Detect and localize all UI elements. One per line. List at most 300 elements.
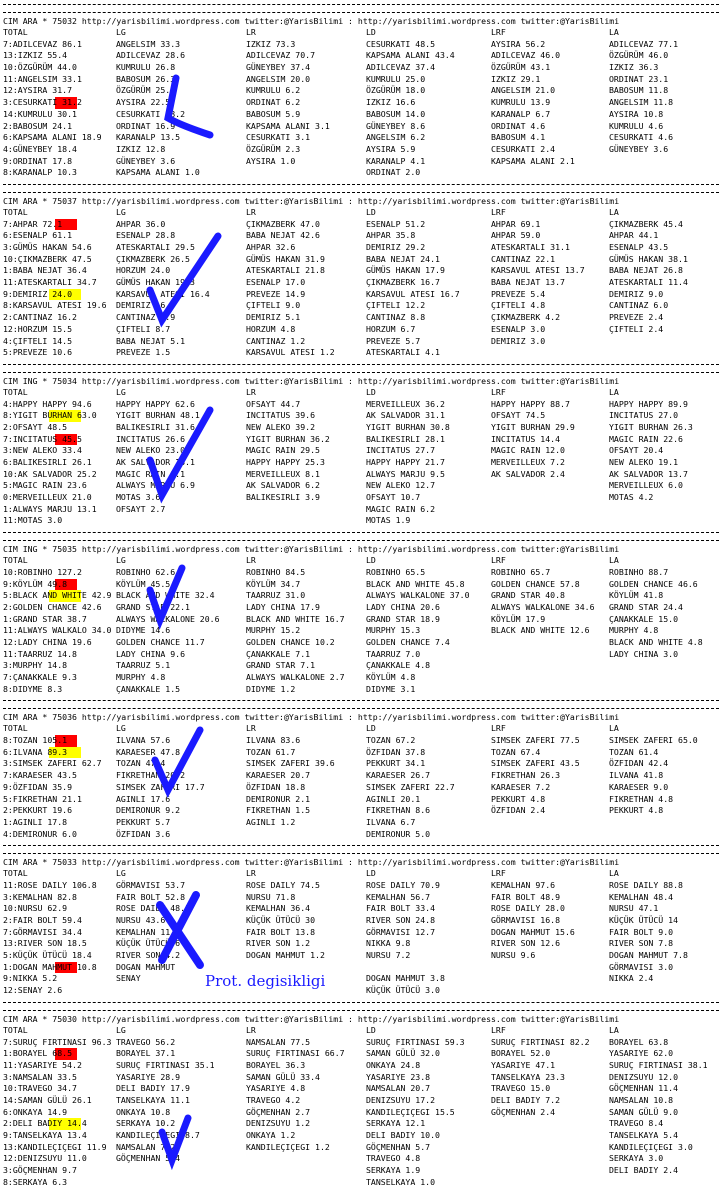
table-cell: 9:DEMIRIZ 24.0: [3, 289, 116, 301]
table-cell: KUMRULU 25.0: [366, 73, 426, 84]
table-cell: IZKIZ 12.8: [116, 143, 166, 154]
table-cell: ANGELSIM 11.8: [609, 97, 674, 108]
table-cell: 7:ÇANAKKALE 9.3: [3, 672, 77, 682]
table-cell: KEMALHAN 56.7: [366, 891, 431, 902]
table-cell: MERVEILLEUX 7.2: [491, 457, 565, 467]
table-row: [3, 1142, 719, 1154]
table-cell: IZKIZ 16.6: [366, 97, 416, 108]
table-cell: 5:PREVEZE 10.6: [3, 347, 73, 358]
table-row: [3, 265, 719, 277]
table-cell: [491, 1153, 609, 1165]
table-cell: 11:YASARIYE 54.2: [3, 1059, 82, 1070]
column-header: LD: [366, 1024, 376, 1035]
table-cell: [246, 1165, 366, 1177]
table-row: [3, 1118, 719, 1130]
table-cell: [609, 515, 717, 527]
table-cell: BABA NEJAT 5.1: [116, 335, 186, 346]
table-cell: ÖZGÜRÜM 18.0: [366, 85, 426, 96]
table-cell: YIGIT BURHAN 30.8: [366, 421, 450, 432]
table-row: [3, 903, 719, 915]
table-row: [3, 242, 719, 254]
table-cell: 7:KARAESER 43.5: [3, 770, 77, 781]
table-cell: 4:DEMIRONUR 6.0: [3, 828, 77, 839]
table-cell: GÖÇMENHAN 2.7: [246, 1106, 311, 1117]
table-cell: TOZAN 61.7: [246, 746, 296, 757]
table-row: [3, 770, 719, 782]
table-cell: DOGAN MAHMUT 15.6: [491, 926, 575, 937]
table-row: [3, 167, 719, 179]
table-cell: DEMIRONUR 2.1: [246, 793, 311, 804]
table-cell: ALWAYS WALKALONE 20.6: [116, 613, 220, 624]
table-cell: GÜMÜS HAKAN 31.9: [246, 253, 325, 264]
table-row: [3, 1107, 719, 1119]
table-cell: ÖZFIDAN 18.8: [246, 781, 306, 792]
table-cell: ESENALP 28.8: [116, 230, 176, 241]
table-row: [3, 660, 719, 672]
table-cell: GRAND STAR 22.1: [116, 601, 190, 612]
table-cell: DELI BADIY 7.2: [491, 1094, 561, 1105]
table-cell: FAIR BOLT 13.8: [246, 926, 316, 937]
table-cell: NAMSALAN 7.2: [116, 1141, 176, 1152]
table-row: [3, 74, 719, 86]
table-cell: FIKRETHAN 4.8: [609, 793, 674, 804]
table-cell: [609, 684, 717, 696]
table-cell: BABOSUM 5.9: [246, 108, 301, 119]
table-cell: ROSE DAILY 70.9: [366, 879, 440, 890]
table-cell: SAMAN GÜLÜ 32.0: [366, 1048, 440, 1059]
table-row: [3, 794, 719, 806]
column-header: LRF: [491, 868, 506, 879]
separator-line: [3, 1002, 719, 1011]
table-row: [3, 782, 719, 794]
table-cell: ÇIFTELI 8.7: [116, 323, 171, 334]
table-cell: 3:MURPHY 14.8: [3, 660, 68, 671]
table-cell: TAARRUZ 5.1: [116, 660, 171, 671]
column-header: LRF: [491, 386, 506, 397]
table-row: [3, 950, 719, 962]
table-cell: [491, 504, 609, 516]
table-cell: AYSIRA 5.9: [366, 143, 416, 154]
column-header: LD: [366, 206, 376, 217]
table-cell: [491, 515, 609, 527]
table-cell: YASARIYE 4.8: [246, 1083, 306, 1094]
table-cell: KARANALP 6.7: [491, 108, 551, 119]
table-row: [3, 1177, 719, 1189]
table-cell: ORDINAT 16.9: [116, 120, 176, 131]
result-sheet: [3, 4, 719, 1193]
table-cell: CESURKATI 3.1: [246, 132, 311, 143]
table-cell: AHPAR 44.1: [609, 230, 659, 241]
column-header: LRF: [491, 27, 506, 37]
table-cell: TANSELKAYA 11.1: [116, 1094, 190, 1105]
table-row: [3, 1048, 719, 1060]
table-cell: 6:ESENALP 61.1: [3, 230, 73, 241]
table-row: [3, 515, 719, 527]
table-cell: IZKIZ 73.3: [246, 38, 296, 49]
table-cell: ALWAYS WALKALONE 37.0: [366, 590, 470, 601]
column-header: LRF: [491, 555, 506, 566]
table-cell: AK SALVADOR 31.1: [366, 410, 445, 421]
table-cell: 3:NAMSALAN 33.5: [3, 1071, 77, 1082]
table-cell: 6:ONKAYA 14.9: [3, 1106, 68, 1117]
table-row: [3, 144, 719, 156]
table-row: [3, 132, 719, 144]
table-cell: HAPPY HAPPY 88.7: [491, 398, 570, 409]
table-cell: SIMSEK ZAFERI 43.5: [491, 758, 580, 769]
table-cell: 3:NEW ALEKO 33.4: [3, 445, 82, 456]
table-cell: KÖYLÜM 34.7: [246, 578, 301, 589]
table-cell: [491, 962, 609, 974]
table-cell: MERVEILLEUX 6.0: [609, 480, 683, 491]
table-cell: KEMALHAN 11.3: [116, 926, 181, 937]
table-row: [3, 480, 719, 492]
column-header: LG: [116, 555, 126, 566]
table-row: [3, 1060, 719, 1072]
table-row: [3, 289, 719, 301]
table-row: [3, 504, 719, 516]
table-cell: SURUÇ FIRTINASI 82.2: [491, 1036, 590, 1047]
table-cell: ROSE DAILY 88.8: [609, 879, 683, 890]
table-cell: [491, 985, 609, 997]
table-cell: CANTINAZ 8.8: [366, 312, 426, 323]
column-header: LR: [246, 868, 256, 879]
table-cell: BABA NEJAT 13.7: [491, 277, 565, 288]
table-cell: ESENALP 3.0: [491, 323, 546, 334]
table-row: [3, 85, 719, 97]
table-cell: 12:LADY CHINA 19.6: [3, 636, 92, 647]
table-cell: BLACK AND WHITE 32.4: [116, 590, 215, 601]
table-cell: 1:ALWAYS MARJU 13.1: [3, 503, 97, 514]
column-header: LRF: [491, 723, 506, 734]
table-cell: 8:TOZAN 105.1: [3, 735, 116, 747]
table-cell: HORZUM 24.0: [116, 265, 171, 276]
table-cell: DOGAN MAHMUT 7.8: [609, 950, 688, 961]
table-cell: [246, 504, 366, 516]
race-block: [3, 4, 719, 179]
table-cell: NAMSALAN 77.5: [246, 1036, 311, 1047]
table-cell: DOGAN MAHMUT: [116, 961, 176, 972]
table-cell: TRAVEGO 8.4: [609, 1118, 664, 1129]
table-row: [3, 805, 719, 817]
table-cell: 11:ROSE DAILY 106.8: [3, 879, 97, 890]
table-cell: [246, 167, 366, 179]
table-cell: KUMRULU 26.8: [116, 62, 176, 73]
table-cell: MURPHY 15.2: [246, 625, 301, 636]
table-cell: SAMAN GÜLÜ 33.4: [246, 1071, 320, 1082]
table-cell: OFSAYT 2.7: [116, 503, 166, 514]
table-cell: 11:ATESKARTALI 34.7: [3, 277, 97, 288]
column-header: LRF: [491, 206, 506, 217]
table-cell: KANDILEÇIÇEGI 8.7: [116, 1130, 200, 1140]
table-cell: DIDYME 3.1: [366, 683, 416, 694]
table-cell: 2:FAIR BOLT 59.4: [3, 915, 82, 925]
table-cell: FIKRETHAN 20.2: [116, 770, 186, 781]
table-cell: BABOSUM 4.1: [491, 132, 546, 143]
table-cell: 7:AHPAR 72.1: [3, 219, 116, 231]
table-cell: NURSU 47.1: [609, 903, 659, 914]
table-cell: [491, 1165, 609, 1177]
table-cell: RIVER SON 12.6: [491, 938, 561, 949]
table-cell: AHPAR 35.8: [366, 230, 416, 241]
table-cell: [491, 167, 609, 179]
table-row: [3, 684, 719, 696]
table-cell: KARAESER 47.8: [116, 746, 181, 757]
table-cell: INCITATUS 39.6: [246, 410, 316, 421]
table-cell: OFSAYT 20.4: [609, 445, 664, 456]
column-header: TOTAL: [3, 386, 28, 397]
table-cell: [491, 1118, 609, 1130]
table-cell: MOTAS 1.9: [366, 515, 411, 526]
column-header: LR: [246, 27, 256, 37]
table-row: [3, 347, 719, 359]
table-row: [3, 892, 719, 904]
table-cell: GÖÇMENHAN 5.7: [366, 1141, 431, 1152]
table-cell: FAIR BOLT 48.9: [491, 891, 561, 902]
table-cell: [609, 660, 717, 672]
table-cell: ÇIKMAZBERK 4.2: [491, 312, 561, 323]
table-cell: DELI BADIY 10.0: [366, 1130, 440, 1140]
table-cell: DEMIRIZ 9.0: [609, 288, 664, 299]
table-cell: ÇIFTELI 9.0: [246, 300, 301, 311]
race-title: CIM ARA * 75032 http://yarisbilimi.wordpress.com twitter:@YarisBilimi : http://yarisbilimi.wordpress.com twitter:@YarisBilimi: [3, 16, 620, 26]
table-cell: NEW ALEKO 19.1: [609, 457, 679, 467]
table-cell: LADY CHINA 20.6: [366, 601, 440, 612]
table-cell: IZKIZ 29.1: [491, 73, 541, 84]
table-cell: SAMAN GÜLÜ 9.0: [609, 1106, 679, 1117]
table-cell: AGINLI 1.2: [246, 816, 296, 827]
table-cell: ÖZGÜRÜM 2.3: [246, 143, 301, 154]
table-cell: ALWAYS WALKALONE 34.6: [491, 601, 595, 612]
column-header: LG: [116, 723, 126, 734]
table-cell: [116, 515, 246, 527]
table-cell: DOGAN MAHMUT 3.8: [366, 973, 445, 984]
table-cell: BLACK AND WHITE 45.8: [366, 578, 465, 589]
column-header-row: [3, 387, 719, 399]
table-cell: ANGELSIM 6.2: [366, 132, 426, 143]
column-header: LG: [116, 386, 126, 397]
table-row: [3, 1083, 719, 1095]
table-cell: [116, 1177, 246, 1189]
table-cell: MOTAS 4.2: [609, 492, 654, 503]
race-title: CIM ARA * 75030 http://yarisbilimi.wordpress.com twitter:@YarisBilimi : http://yarisbilimi.wordpress.com twitter:@YarisBilimi: [3, 1013, 620, 1024]
table-cell: ÖZGÜRÜM 43.1: [491, 62, 551, 73]
table-row: [3, 829, 719, 841]
table-row: [3, 336, 719, 348]
table-cell: GÖRMAVISI 3.0: [609, 961, 674, 972]
race-block: [3, 1002, 719, 1189]
column-header: LR: [246, 1024, 256, 1035]
table-cell: ROBINHO 62.6: [116, 566, 176, 577]
table-cell: AHPAR 36.0: [116, 218, 166, 229]
table-cell: [491, 1142, 609, 1154]
table-cell: KARSAVUL ATESI 1.2: [246, 347, 335, 358]
table-cell: ÖZFIDAN 42.4: [609, 758, 669, 769]
column-header: LA: [609, 1024, 619, 1035]
table-cell: NAMSALAN 10.8: [609, 1094, 674, 1105]
table-cell: [609, 672, 717, 684]
table-row: [3, 410, 719, 422]
table-cell: ÇIKMAZBERK 45.4: [609, 218, 683, 229]
table-cell: [246, 515, 366, 527]
table-cell: 10:TRAVEGO 34.7: [3, 1083, 77, 1094]
table-cell: ATESKARTALI 11.4: [609, 277, 688, 288]
table-cell: BABA NEJAT 24.1: [366, 253, 440, 264]
table-cell: 12:AYSIRA 31.7: [3, 85, 73, 96]
table-cell: AYSIRA 1.0: [246, 155, 296, 166]
table-cell: CESURKATI 2.4: [491, 143, 556, 154]
table-row: [3, 1072, 719, 1084]
race-title: CIM ING * 75034 http://yarisbilimi.wordpress.com twitter:@YarisBilimi : http://yarisbilimi.wordpress.com twitter:@YarisBilimi: [3, 375, 620, 386]
table-cell: YASARIYE 62.0: [609, 1048, 674, 1059]
table-cell: 1:BABA NEJAT 36.4: [3, 265, 87, 276]
table-row: [3, 254, 719, 266]
table-cell: 9:NIKKA 5.2: [3, 973, 58, 984]
table-cell: MURPHY 4.8: [609, 625, 659, 636]
table-cell: YIGIT BURHAN 29.9: [491, 421, 575, 432]
table-cell: 11:MOTAS 3.0: [3, 515, 63, 526]
table-cell: DELI BADIY 17.9: [116, 1083, 190, 1094]
table-cell: [491, 672, 609, 684]
table-cell: KAPSAMA ALANI 3.1: [246, 120, 330, 131]
table-cell: 9:ORDINAT 17.8: [3, 155, 73, 166]
table-cell: 3:GÜMÜS HAKAN 54.6: [3, 242, 92, 252]
table-cell: BALIKESIRLI 3.9: [246, 492, 320, 503]
table-cell: [116, 1165, 246, 1177]
table-cell: HORZUM 6.7: [366, 323, 416, 334]
table-cell: 5:MAGIC RAIN 23.6: [3, 480, 87, 491]
column-header: LG: [116, 1024, 126, 1035]
table-cell: PREVEZE 1.5: [116, 347, 171, 358]
table-cell: AGINLI 17.6: [116, 793, 171, 804]
race-title: CIM ARA * 75033 http://yarisbilimi.wordpress.com twitter:@YarisBilimi : http://yarisbilimi.wordpress.com twitter:@YarisBilimi: [3, 857, 620, 868]
table-cell: 13:KANDILEÇIÇEGI 11.9: [3, 1141, 107, 1152]
table-cell: DEMIRIZ 29.2: [366, 242, 426, 252]
table-cell: 2:DELI BADIY 14.4: [3, 1118, 116, 1130]
table-cell: 10:AK SALVADOR 25.2: [3, 468, 97, 479]
table-cell: 1:AGINLI 17.8: [3, 816, 68, 827]
table-cell: RIVER SON 24.8: [366, 915, 436, 925]
table-cell: ORDINAT 6.2: [246, 97, 301, 108]
table-cell: BABOSUM 14.0: [366, 108, 426, 119]
table-cell: KUMRULU 4.6: [609, 120, 664, 131]
table-cell: FIKRETHAN 1.5: [246, 805, 311, 816]
table-cell: YIGIT BURHAN 48.1: [116, 410, 200, 421]
table-cell: DEMIRONUR 9.2: [116, 805, 181, 816]
table-cell: BABA NEJAT 26.8: [609, 265, 683, 276]
table-cell: TOZAN 67.4: [491, 746, 541, 757]
table-cell: 7:GÖRMAVISI 34.4: [3, 926, 82, 937]
table-cell: RIVER SON 1.2: [246, 938, 311, 949]
table-cell: DENIZSUYU 17.2: [366, 1094, 436, 1105]
table-cell: DENIZSUYU 1.2: [246, 1118, 311, 1129]
table-cell: ESENALP 51.2: [366, 218, 426, 229]
table-cell: ILVANA 6.7: [366, 816, 416, 827]
table-cell: ORDINAT 4.6: [491, 120, 546, 131]
race-title: CIM ARA * 75037 http://yarisbilimi.wordpress.com twitter:@YarisBilimi : http://yarisbilimi.wordpress.com twitter:@YarisBilimi: [3, 195, 620, 206]
table-cell: DEMIRONUR 5.0: [366, 828, 431, 839]
table-row: [3, 39, 719, 51]
table-row: [3, 156, 719, 168]
column-header: LD: [366, 723, 376, 734]
table-row: [3, 747, 719, 759]
table-cell: ÖZGÜRÜM 46.0: [609, 50, 669, 61]
table-cell: CESURKATI 48.5: [366, 38, 436, 49]
table-cell: TRAVEGO 4.8: [366, 1153, 421, 1164]
race-block: [3, 845, 719, 997]
table-cell: GÖRMAVISI 53.7: [116, 879, 186, 890]
table-row: [3, 625, 719, 637]
table-cell: [491, 492, 609, 504]
column-header-row: [3, 555, 719, 567]
table-cell: BLACK AND WHITE 4.8: [609, 636, 703, 647]
table-cell: 1:BORAYEL 68.5: [3, 1048, 116, 1060]
table-cell: HORZUM 4.8: [246, 323, 296, 334]
table-cell: 6:BALIKESIRLI 26.1: [3, 457, 92, 467]
table-cell: NURSU 7.2: [366, 950, 411, 961]
table-cell: HAPPY HAPPY 62.6: [116, 398, 195, 409]
table-cell: LADY CHINA 17.9: [246, 601, 320, 612]
separator-line: [3, 532, 719, 541]
table-row: [3, 1095, 719, 1107]
race-block: [3, 364, 719, 527]
column-header: LG: [116, 27, 126, 37]
table-cell: 3:GÖÇMENHAN 9.7: [3, 1165, 77, 1176]
column-header: LD: [366, 555, 376, 566]
table-cell: OFSAYT 74.5: [491, 410, 546, 421]
column-header-row: [3, 723, 719, 735]
table-cell: 14:KUMRULU 30.1: [3, 108, 77, 119]
table-row: [3, 469, 719, 481]
table-cell: [609, 817, 717, 829]
table-cell: KÜÇÜK ÜTÜCÜ 14: [609, 915, 679, 925]
table-cell: 6:ILVANA 89.3: [3, 747, 116, 759]
table-cell: ROSE DAILY 74.5: [246, 879, 320, 890]
table-cell: HAPPY HAPPY 21.7: [366, 457, 445, 467]
table-cell: TANSELKAYA 5.4: [609, 1130, 679, 1140]
table-row: [3, 637, 719, 649]
table-cell: NURSU 9.6: [491, 950, 536, 961]
table-cell: SIMSEK ZAFERI 65.0: [609, 735, 698, 746]
table-cell: SURUÇ FIRTINASI 66.7: [246, 1048, 345, 1059]
table-cell: PEKKURT 34.1: [366, 758, 426, 769]
table-cell: 12:SENAY 2.6: [3, 985, 63, 996]
table-cell: GRAND STAR 40.8: [491, 590, 565, 601]
table-cell: CESURKATI 18.2: [116, 108, 186, 119]
table-cell: MOTAS 3.6: [116, 492, 161, 503]
table-row: [3, 457, 719, 469]
table-cell: SERKAYA 10.2: [116, 1118, 176, 1129]
table-cell: [246, 1177, 366, 1189]
table-cell: SURUÇ FIRTINASI 59.3: [366, 1036, 465, 1047]
table-cell: 10:ÖZGÜRÜM 44.0: [3, 62, 77, 73]
table-cell: GÜNEYBEY 8.6: [366, 120, 426, 131]
table-cell: 11:ANGELSIM 33.1: [3, 73, 82, 84]
table-cell: INCITATUS 14.4: [491, 433, 561, 444]
table-cell: AGINLI 20.1: [366, 793, 421, 804]
table-row: [3, 985, 719, 997]
table-cell: HAPPY HAPPY 89.9: [609, 398, 688, 409]
table-cell: NIKKA 2.4: [609, 973, 654, 984]
table-cell: TAARRUZ 31.0: [246, 590, 306, 601]
column-header: LA: [609, 386, 619, 397]
column-header-row: [3, 1025, 719, 1037]
table-cell: SURUÇ FIRTINASI 38.1: [609, 1059, 708, 1070]
separator-line: [3, 700, 719, 709]
table-cell: [609, 1177, 717, 1189]
table-cell: PREVEZE 5.7: [366, 335, 421, 346]
table-cell: GÜNEYBEY 37.4: [246, 62, 311, 73]
table-cell: BABA NEJAT 42.6: [246, 230, 320, 241]
